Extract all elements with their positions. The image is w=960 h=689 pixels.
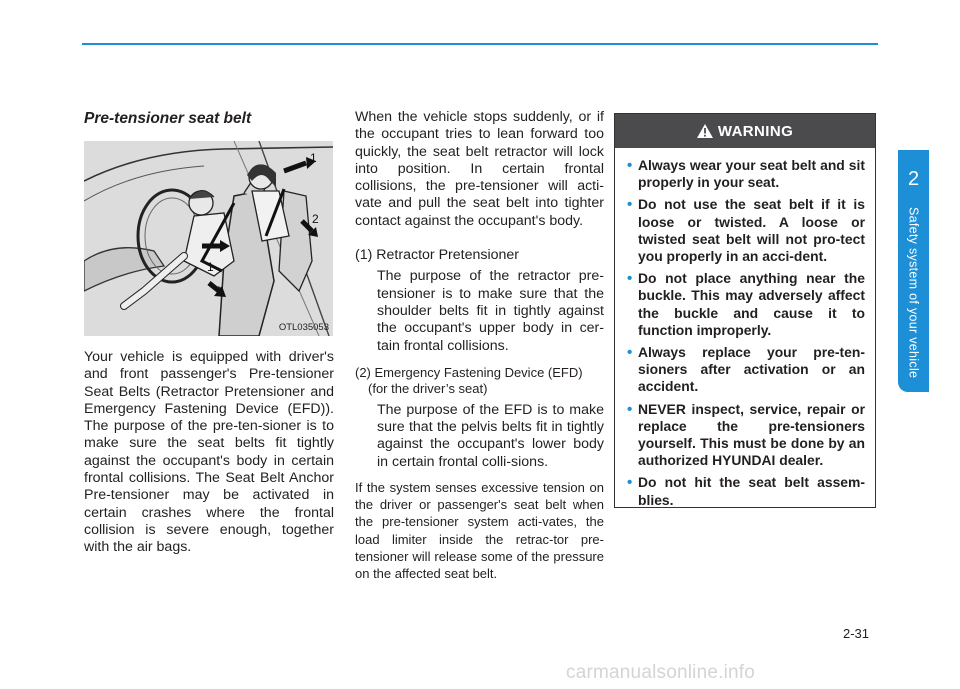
warning-box [614,113,876,508]
efd-title-line2: (for the driver’s seat) [368,381,488,397]
warning-item: • Do not place anything near the buckle. This may adversely affect the buckle and cause it to function improperly. [627,270,865,339]
warning-item: • Always replace your pre-ten-sioners after activation or an accident. [627,344,865,396]
warning-item: • Do not hit the seat belt assem-blies. [627,474,865,508]
retractor-pretensioner-title: (1) Retractor Pretensioner [355,247,520,264]
seat-belt-illustration [84,141,333,336]
warning-item: • Always wear your seat belt and sit properly in your seat. [627,157,865,191]
page-number: 2-31 [843,626,870,641]
intro-paragraph: Your vehicle is equipped with driver's and front passenger's Pre-tensioner Seat Belts (Retractor Pretensioner and Emergency Fastening Device (EFD)). The purpose of the pre-ten-sioner is to make sure the seat belts fit tightly against the occupant's body in certain frontal collisions. The Seat Belt Anchor Pre-tensioner may be activated in certain crashes where the frontal collision is severe enough, together with the air bags. [84,349,334,556]
chapter-side-tab[interactable] [898,150,929,392]
chapter-title: Safety system of your vehicle [906,207,921,379]
retractor-pretensioner-text: The purpose of the retractor pre-tensioner is to make sure that the shoulder belts fit in tightly against the occupant's upper body in cer-tain frontal collisions. [377,268,604,354]
warning-header [615,114,875,148]
middle-column [355,109,604,582]
figure-code: OTL035053 [278,322,329,333]
callout-2-bottom: 2 [215,284,222,298]
warning-item: • NEVER inspect, service, repair or replace the pre-tensioners yourself. This must be done by an authorized HYUNDAI dealer. [627,401,865,470]
load-limiter-paragraph: If the system senses excessive tension on the driver or passenger's seat belt when the pre-tensioner system acti-vates, the load limiter inside the retrac-tor pre-tensioner will release some of the pressure on the affected seat belt. [355,480,604,582]
seat-belt-diagram [84,141,333,336]
callout-2-top: 2 [312,212,319,226]
efd-title [355,365,604,398]
watermark-text: carmanualsonline.info [566,662,756,683]
section-heading: Pre-tensioner seat belt [84,110,252,127]
callout-1-top: 1 [310,151,317,165]
warning-title: WARNING [717,122,794,140]
efd-title-line1: (2) Emergency Fastening Device (EFD) [355,364,583,380]
warning-item: • Do not use the seat belt if it is loose or twisted. A loose or twisted seat belt will not pro-tect you properly in an acci-dent. [627,196,865,265]
sudden-stop-paragraph: When the vehicle stops suddenly, or if the occupant tries to lean forward too quickly, the seat belt retractor will lock into position. In certain frontal collisions, the pre-tensioner will acti-vate and pull the seat belt into tighter contact against the occupant's body. [355,109,604,229]
top-rule [82,43,878,45]
chapter-number: 2 [907,168,920,190]
efd-text: The purpose of the EFD is to make sure that the pelvis belts fit in tightly against the occupant's lower body in certain frontal colli-sions. [377,401,604,470]
warning-triangle-icon [697,124,713,138]
warning-list [615,148,875,509]
callout-1-bottom: 1 [207,260,214,274]
left-column [84,349,334,557]
